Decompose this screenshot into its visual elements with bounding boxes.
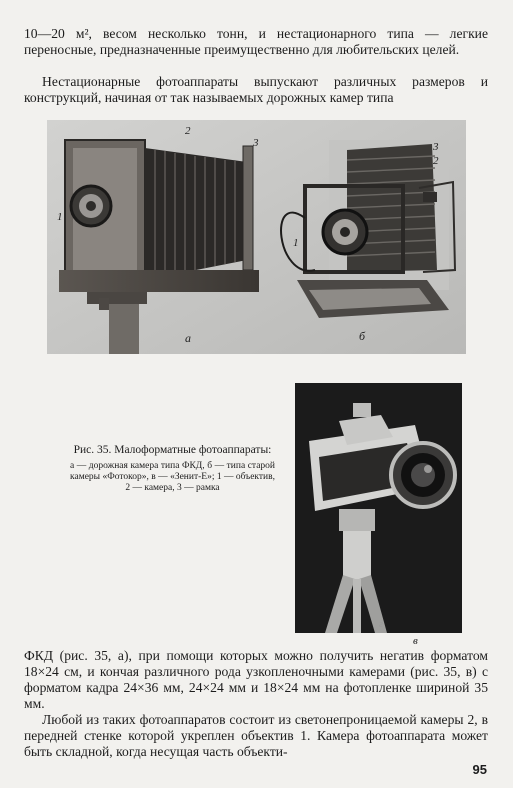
zenit-camera-illustration [295, 383, 462, 633]
svg-text:г: г [379, 619, 383, 630]
paragraph-2: Нестационарные фотоаппараты выпускают различных размеров и конструкций, начиная от так называемых дорожных камер типа [24, 74, 488, 105]
caption-description: а — дорожная камера типа ФКД, б — типа старой камеры «Фотокор», в — «Зенит-Е»; 1 — объектив, 2 — камера, 3 — рамка [70, 461, 275, 493]
figure-a-label-3: 3 [253, 137, 259, 149]
paragraph-4: Любой из таких фотоаппаратов состоит из светонепроницаемой камеры 2, в передней стенке которой укреплен объектив 1. Камера фотоаппарата может быть складной, когда несущая часть объекти- [24, 712, 488, 759]
figure-a-label-1: 1 [57, 211, 63, 223]
figure-photo-v [295, 383, 462, 633]
figure-b-label-1: 1 [293, 237, 299, 249]
figure-caption [70, 444, 275, 494]
figure-b-letter: б [359, 329, 366, 343]
paragraph-3: ФКД (рис. 35, а), при помощи которых можно получить негатив форматом 18×24 см, и кончая различного рода узкопленочными камерами (рис. 35, в) с форматом кадра 24×36 мм, 24×24 мм и 18×24 мм на фотопленке шириной 35 мм. [24, 648, 488, 711]
caption-title: Рис. 35. Малоформатные фотоаппараты: [73, 444, 272, 456]
page-number: 95 [472, 762, 487, 777]
figure-b-label-3: 3 [433, 141, 439, 153]
figure-a-label-2: 2 [185, 125, 191, 137]
figure-a-letter: а [185, 331, 191, 345]
figure-b-label-2: 2 [433, 155, 439, 167]
camera-photo-illustration [47, 120, 466, 354]
figure-v-letter: в [413, 635, 418, 647]
paragraph-1: 10—20 м², весом несколько тонн, и нестационарного типа — легкие переносные, предназначенные преимущественно для любительских целей. [24, 26, 488, 57]
figure-photo-a-b [47, 120, 466, 354]
